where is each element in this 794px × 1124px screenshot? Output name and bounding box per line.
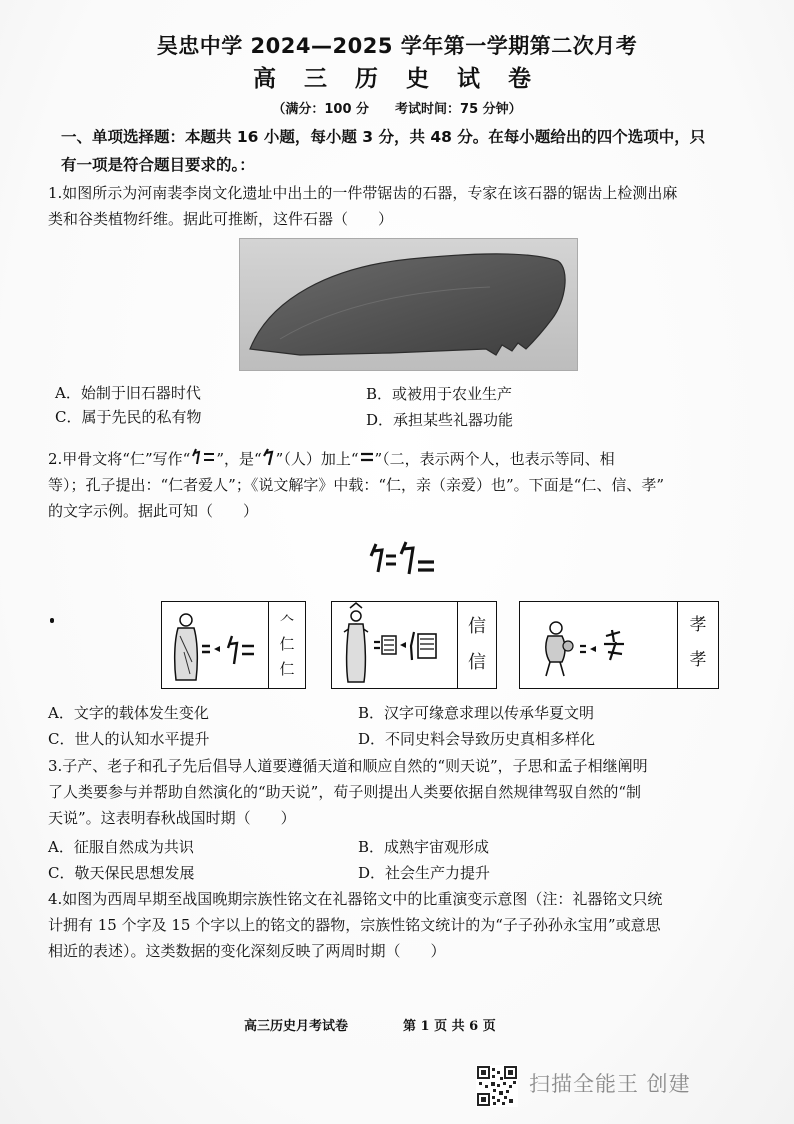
page-number: 第 1 页 共 6 页: [403, 1019, 496, 1034]
q1-stem-line1: 1.如图所示为河南裴李岗文化遗址中出土的一件带锯齿的石器，专家在该石器的锯齿上检测出麻: [48, 184, 678, 202]
panel-xiao-figure: [520, 602, 676, 688]
panel-ren: [161, 601, 306, 689]
oracle-person-glyph: [262, 448, 276, 466]
q2-stem-post: ”（二，表示两个人，也表示等同、相: [374, 450, 615, 468]
q1-option-c: C．属于先民的私有物: [55, 408, 202, 426]
q2-stem-mid2: ”（人）加上“: [275, 450, 359, 468]
panel-ren-scripts: [268, 602, 305, 688]
q1-stem-line2: 类和谷类植物纤维。据此可推断，这件石器（ ）: [48, 210, 394, 228]
stray-mark: [50, 618, 54, 623]
q2-option-c: C．世人的认知水平提升: [48, 730, 210, 748]
q1-option-b: B．或被用于农业生产: [366, 385, 513, 403]
oracle-ren-composition: [368, 540, 440, 584]
q3-stem-line2: 了人类要参与并帮助自然演化的“助天说”，荀子则提出人类要依据自然规律驾驭自然的“制: [48, 783, 642, 801]
panel-ren-script3: 仁: [279, 660, 295, 678]
q2-stem-mid1: ”，是“: [216, 450, 262, 468]
panel-ren-script2: 仁: [279, 635, 295, 653]
panel-ren-figure: [162, 602, 267, 688]
panel-xin-scripts: [457, 602, 496, 688]
stone-tool-photo: [239, 238, 578, 371]
qr-code-icon: [476, 1065, 518, 1107]
panel-xin-script2: 信: [468, 652, 486, 673]
q2-stem-line2: 等）；孔子提出：“仁者爱人”；《说文解字》中载：“仁，亲（亲爱）也”。下面是“仁、信、孝”: [48, 476, 665, 494]
q1-option-d: D．承担某些礼器功能: [366, 411, 514, 429]
q4-stem-line2: 计拥有 15 个字及 15 个字以上的铭文的器物，宗族性铭文统计的为“子子孙孙永宝用”或意思: [48, 916, 661, 934]
oracle-two-glyph: [359, 446, 375, 460]
q1-option-a: A．始制于旧石器时代: [55, 384, 201, 402]
panel-xiao-script1: 孝: [689, 615, 707, 635]
q4-stem-line3: 相近的表述）。这类数据的变化深刻反映了两周时期（ ）: [48, 942, 446, 960]
panel-xin-script1: 信: [468, 616, 486, 637]
q2-option-d: D．不同史料会导致历史真相多样化: [358, 730, 596, 748]
oracle-ren-glyph: [190, 448, 216, 466]
q3-stem-line1: 3.子产、老子和孔子先后倡导人道要遵循天道和顺应自然的“则天说”，子思和孟子相继阐明: [48, 757, 648, 775]
exam-meta: （满分：100 分 考试时间：75 分钟）: [272, 102, 522, 117]
q2-stem-line3: 的文字示例。据此可知（ ）: [48, 502, 259, 520]
panel-xiao-scripts: [677, 602, 718, 688]
q4-stem-line1: 4.如图为西周早期至战国晚期宗族性铭文在礼器铭文中的比重演变示意图（注：礼器铭文只统: [48, 890, 663, 908]
section-instruction-line2: 有一项是符合题目要求的。：: [61, 156, 255, 174]
panel-xiao: [519, 601, 719, 689]
school-exam-title: 吴忠中学 2024—2025 学年第一学期第二次月考: [156, 34, 638, 58]
paper-title: 高 三 历 史 试 卷: [252, 66, 542, 92]
q2-option-b: B．汉字可缘意求理以传承华夏文明: [358, 704, 595, 722]
q3-stem-line3: 天说”。这表明春秋战国时期（ ）: [48, 809, 296, 827]
q2-stem-pre: 2.甲骨文将“仁”写作“: [48, 450, 191, 468]
panel-xin-figure: [332, 602, 456, 688]
section-instruction-line1: 一、单项选择题：本题共 16 小题，每小题 3 分，共 48 分。在每小题给出的四个选项中，只: [61, 128, 706, 146]
q3-option-c: C．敬天保民思想发展: [48, 864, 195, 882]
camscanner-watermark: 扫描全能王 创建: [529, 1072, 691, 1096]
footer-title: 高三历史月考试卷: [244, 1019, 349, 1034]
panel-xiao-script2: 孝: [689, 650, 707, 670]
panel-ren-script1: 𠆢: [279, 610, 295, 628]
q3-option-a: A．征服自然成为共识: [48, 838, 194, 856]
q2-stem-line1: [48, 446, 615, 472]
q3-option-b: B．成熟宇宙观形成: [358, 838, 490, 856]
q3-option-d: D．社会生产力提升: [358, 864, 491, 882]
panel-xin: [331, 601, 497, 689]
q2-option-a: A．文字的载体发生变化: [48, 704, 209, 722]
